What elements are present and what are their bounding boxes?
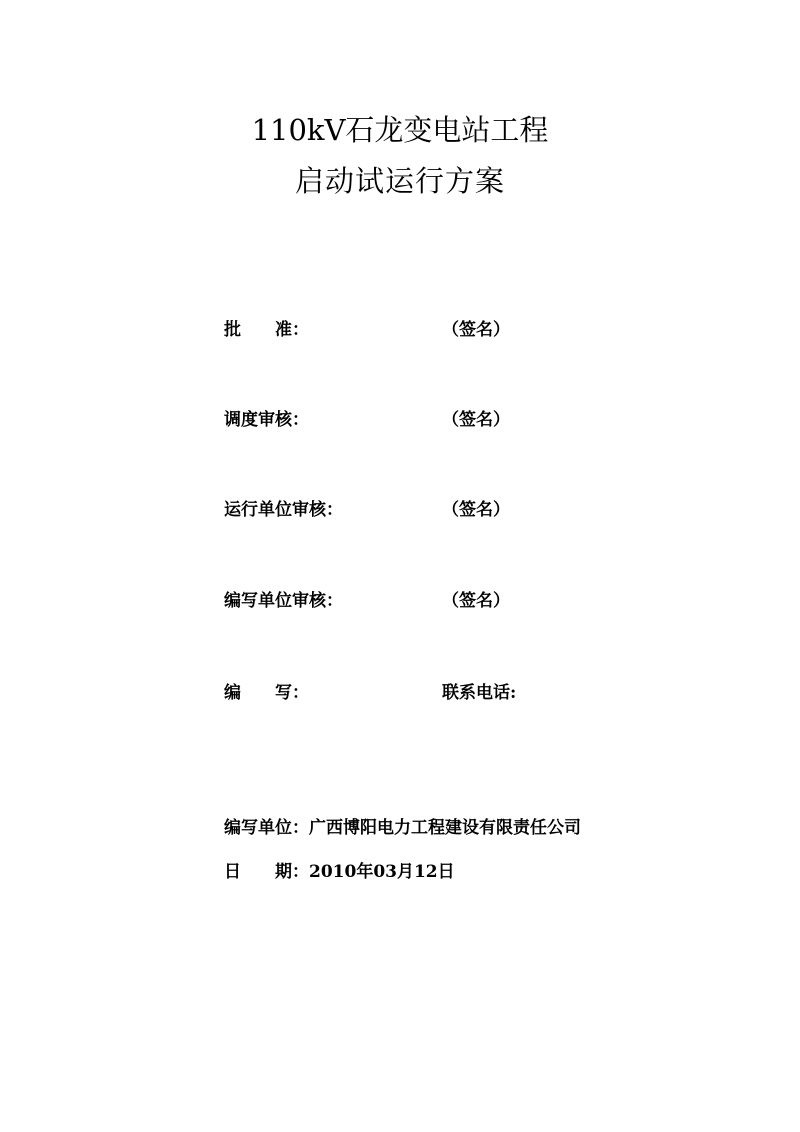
signature-label: 批 准：	[224, 320, 309, 340]
author-unit-label: 编写单位：	[224, 818, 309, 838]
signature-field: （签名）	[442, 591, 510, 611]
author-unit-row	[224, 815, 581, 841]
signature-label: 编 写：	[224, 683, 309, 703]
signature-row-dispatch-review	[224, 407, 724, 433]
date-value: 2010年03月12日	[309, 862, 455, 882]
signature-field: （签名）	[442, 500, 510, 520]
date-row	[224, 859, 455, 885]
signature-label: 调度审核：	[224, 410, 309, 430]
signature-row-author-unit-review	[224, 588, 724, 614]
signature-field: （签名）	[442, 320, 510, 340]
signature-label: 运行单位审核：	[224, 500, 343, 520]
signature-row-author	[224, 680, 724, 706]
contact-phone-label: 联系电话:	[442, 683, 517, 703]
signature-label: 编写单位审核：	[224, 591, 343, 611]
document-title: 110kV石龙变电站工程	[251, 113, 549, 147]
document-subtitle: 启动试运行方案	[294, 164, 505, 198]
signature-row-approval	[224, 317, 724, 343]
signature-field: （签名）	[442, 410, 510, 430]
date-label: 日 期：	[224, 862, 309, 882]
signature-row-operation-review	[224, 497, 724, 523]
author-unit-value: 广西博阳电力工程建设有限责任公司	[309, 818, 581, 838]
